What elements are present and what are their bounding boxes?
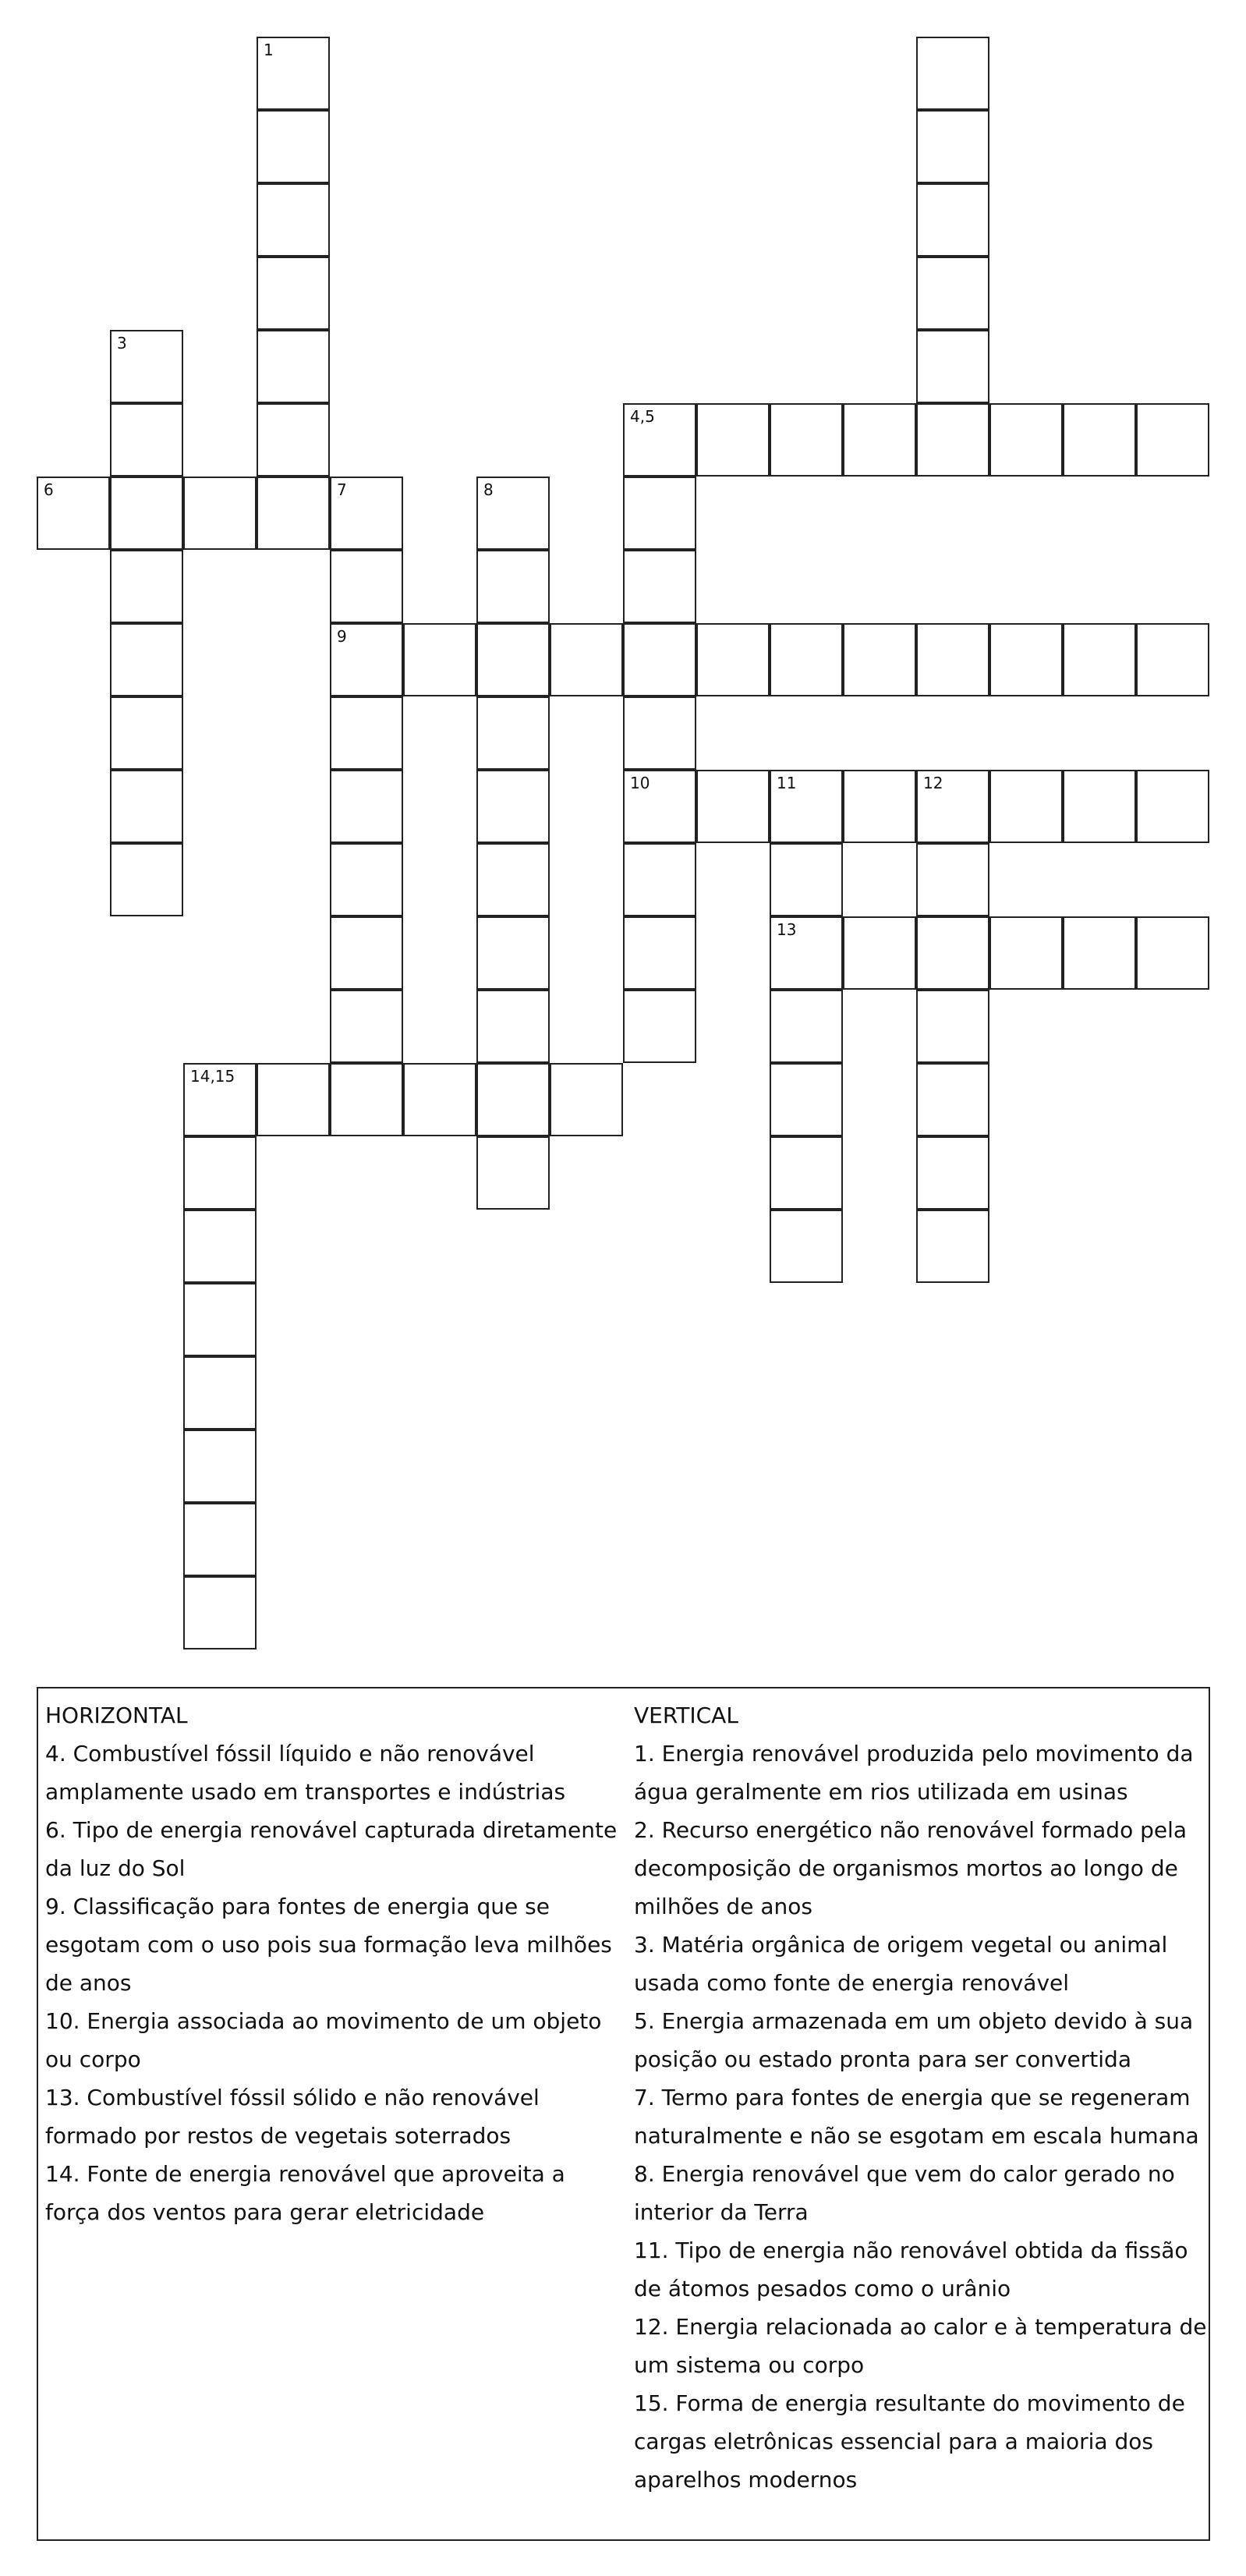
crossword-cell[interactable] <box>989 770 1063 843</box>
clue-number: 8 <box>483 480 494 499</box>
vertical-clue-1: 1. Energia renovável produzida pelo movimento da água geralmente em rios utilizada em usinas <box>634 1741 1194 1805</box>
crossword-cell[interactable] <box>916 990 989 1063</box>
crossword-cell[interactable] <box>257 330 330 403</box>
crossword-cell[interactable] <box>770 916 843 990</box>
crossword-cell[interactable] <box>476 550 550 623</box>
crossword-cell[interactable] <box>476 843 550 916</box>
crossword-cell[interactable] <box>916 330 989 403</box>
crossword-cell[interactable] <box>1063 770 1136 843</box>
crossword-cell[interactable] <box>330 916 403 990</box>
crossword-cell[interactable] <box>770 1063 843 1136</box>
crossword-cell[interactable] <box>330 990 403 1063</box>
crossword-cell[interactable] <box>110 330 183 403</box>
crossword-cell[interactable] <box>1063 916 1136 990</box>
crossword-cell[interactable] <box>110 843 183 916</box>
crossword-cell[interactable] <box>623 990 696 1063</box>
crossword-cell[interactable] <box>183 1136 257 1210</box>
crossword-cell[interactable] <box>1136 403 1209 477</box>
crossword-cell[interactable] <box>183 1503 257 1576</box>
clue-number: 11 <box>777 774 797 792</box>
crossword-cell[interactable] <box>623 770 696 843</box>
crossword-cell[interactable] <box>1136 770 1209 843</box>
crossword-cell[interactable] <box>916 183 989 257</box>
horizontal-clue-14: 14. Fonte de energia renovável que aproveita a força dos ventos para gerar eletricidade <box>45 2161 565 2225</box>
clue-number: 7 <box>337 480 347 499</box>
horizontal-clue-10: 10. Energia associada ao movimento de um objeto ou corpo <box>45 2008 602 2072</box>
crossword-cell[interactable] <box>916 843 989 916</box>
clue-number: 6 <box>44 480 54 499</box>
horizontal-clues <box>45 1696 626 2231</box>
crossword-cell[interactable] <box>476 990 550 1063</box>
crossword-cell[interactable] <box>257 257 330 330</box>
horizontal-clue-6: 6. Tipo de energia renovável capturada diretamente da luz do Sol <box>45 1817 618 1881</box>
crossword-cell[interactable] <box>770 403 843 477</box>
crossword-cell[interactable] <box>1063 403 1136 477</box>
crossword-cell[interactable] <box>916 770 989 843</box>
crossword-cell[interactable] <box>843 403 916 477</box>
crossword-cell[interactable] <box>110 477 183 550</box>
vertical-clue-7: 7. Termo para fontes de energia que se regeneram naturalmente e não se esgotam em escala humana <box>634 2085 1199 2149</box>
crossword-cell[interactable] <box>989 403 1063 477</box>
crossword-cell[interactable] <box>916 1063 989 1136</box>
crossword-cell[interactable] <box>183 1283 257 1356</box>
crossword-cell[interactable] <box>770 990 843 1063</box>
crossword-cell[interactable] <box>110 403 183 477</box>
horizontal-clue-9: 9. Classificação para fontes de energia que se esgotam com o uso pois sua formação leva milhões de anos <box>45 1894 612 1996</box>
crossword-cell[interactable] <box>696 770 770 843</box>
crossword-cell[interactable] <box>916 1210 989 1283</box>
crossword-cell[interactable] <box>770 770 843 843</box>
clue-number: 9 <box>337 627 347 646</box>
crossword-cell[interactable] <box>623 550 696 623</box>
crossword-cell[interactable] <box>257 110 330 183</box>
crossword-cell[interactable] <box>476 916 550 990</box>
vertical-clue-11: 11. Tipo de energia não renovável obtida da fissão de átomos pesados como o urânio <box>634 2238 1188 2301</box>
crossword-cell[interactable] <box>843 623 916 696</box>
crossword-cell[interactable] <box>476 1136 550 1210</box>
crossword-cell[interactable] <box>330 1063 403 1136</box>
crossword-cell[interactable] <box>916 1136 989 1210</box>
crossword-cell[interactable] <box>37 477 110 550</box>
vertical-clue-2: 2. Recurso energético não renovável formado pela decomposição de organismos mortos ao longo de milhões de anos <box>634 1817 1188 1919</box>
vertical-heading: VERTICAL <box>634 1703 738 1728</box>
crossword-cell[interactable] <box>916 916 989 990</box>
vertical-clue-3: 3. Matéria orgânica de origem vegetal ou animal usada como fonte de energia renovável <box>634 1932 1168 1996</box>
crossword-cell[interactable] <box>623 477 696 550</box>
crossword-cell[interactable] <box>623 843 696 916</box>
horizontal-heading: HORIZONTAL <box>45 1703 188 1728</box>
crossword-cell[interactable] <box>476 696 550 770</box>
crossword-cell[interactable] <box>696 623 770 696</box>
crossword-cell[interactable] <box>183 1430 257 1503</box>
crossword-cell[interactable] <box>257 37 330 110</box>
crossword-cell[interactable] <box>696 403 770 477</box>
crossword-cell[interactable] <box>843 770 916 843</box>
crossword-cell[interactable] <box>916 37 989 110</box>
vertical-clue-5: 5. Energia armazenada em um objeto devido à sua posição ou estado pronta para ser convertida <box>634 2008 1194 2072</box>
crossword-cell[interactable] <box>550 623 623 696</box>
clue-number: 13 <box>777 920 797 939</box>
vertical-clue-15: 15. Forma de energia resultante do movimento de cargas eletrônicas essencial para a maioria dos aparelhos modernos <box>634 2390 1185 2493</box>
crossword-cell[interactable] <box>183 1356 257 1430</box>
clues-box <box>37 1687 1210 2541</box>
clue-number: 14,15 <box>190 1067 235 1086</box>
crossword-cell[interactable] <box>1063 623 1136 696</box>
crossword-cell[interactable] <box>110 623 183 696</box>
clue-number: 4,5 <box>630 407 655 426</box>
crossword-cell[interactable] <box>623 916 696 990</box>
crossword-cell[interactable] <box>989 623 1063 696</box>
crossword-cell[interactable] <box>770 843 843 916</box>
crossword-cell[interactable] <box>183 477 257 550</box>
crossword-cell[interactable] <box>623 403 696 477</box>
crossword-cell[interactable] <box>843 916 916 990</box>
horizontal-clue-4: 4. Combustível fóssil líquido e não renovável amplamente usado em transportes e indústrias <box>45 1741 566 1805</box>
crossword-cell[interactable] <box>476 477 550 550</box>
crossword-cell[interactable] <box>770 1210 843 1283</box>
crossword-cell[interactable] <box>257 183 330 257</box>
crossword-cell[interactable] <box>257 1063 330 1136</box>
crossword-cell[interactable] <box>403 1063 476 1136</box>
crossword-cell[interactable] <box>770 623 843 696</box>
crossword-cell[interactable] <box>550 1063 623 1136</box>
vertical-clues <box>634 1696 1207 2499</box>
crossword-cell[interactable] <box>330 550 403 623</box>
crossword-cell[interactable] <box>330 477 403 550</box>
clue-number: 3 <box>117 334 127 353</box>
crossword-cell[interactable] <box>1136 916 1209 990</box>
crossword-cell[interactable] <box>110 696 183 770</box>
crossword-cell[interactable] <box>623 623 696 696</box>
crossword-cell[interactable] <box>916 623 989 696</box>
crossword-cell[interactable] <box>476 770 550 843</box>
crossword-cell[interactable] <box>183 1576 257 1649</box>
crossword-cell[interactable] <box>916 257 989 330</box>
crossword-cell[interactable] <box>257 477 330 550</box>
crossword-cell[interactable] <box>330 770 403 843</box>
crossword-cell[interactable] <box>1136 623 1209 696</box>
crossword-cell[interactable] <box>916 403 989 477</box>
crossword-cell[interactable] <box>110 770 183 843</box>
crossword-cell[interactable] <box>330 696 403 770</box>
crossword-cell[interactable] <box>330 843 403 916</box>
crossword-cell[interactable] <box>916 110 989 183</box>
crossword-cell[interactable] <box>476 1063 550 1136</box>
clue-number: 10 <box>630 774 650 792</box>
crossword-cell[interactable] <box>770 1136 843 1210</box>
crossword-cell[interactable] <box>989 916 1063 990</box>
crossword-cell[interactable] <box>183 1063 257 1136</box>
clue-number: 1 <box>264 41 274 59</box>
crossword-cell[interactable] <box>330 623 403 696</box>
vertical-clue-8: 8. Energia renovável que vem do calor gerado no interior da Terra <box>634 2161 1175 2225</box>
horizontal-clue-13: 13. Combustível fóssil sólido e não renovável formado por restos de vegetais soterrados <box>45 2085 540 2149</box>
crossword-cell[interactable] <box>403 623 476 696</box>
clue-number: 12 <box>923 774 943 792</box>
crossword-cell[interactable] <box>476 623 550 696</box>
crossword-cell[interactable] <box>110 550 183 623</box>
crossword-cell[interactable] <box>623 696 696 770</box>
crossword-cell[interactable] <box>257 403 330 477</box>
crossword-cell[interactable] <box>183 1210 257 1283</box>
vertical-clue-12: 12. Energia relacionada ao calor e à temperatura de um sistema ou corpo <box>634 2314 1207 2378</box>
